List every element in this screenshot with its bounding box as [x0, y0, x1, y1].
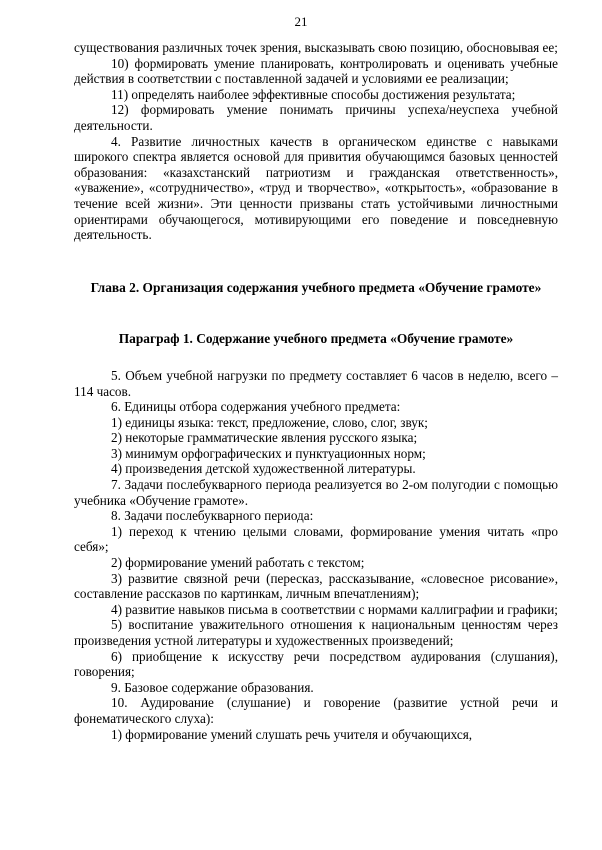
paragraph-8: 8. Задачи послебукварного периода:: [111, 508, 314, 524]
paragraph-7: 7. Задачи послебукварного периода реализуется во 2-ом полугодии с помощью учебника «Обучение грамоте».: [74, 477, 558, 508]
list-item: 11) определять наиболее эффективные способы достижения результата;: [111, 86, 516, 102]
document-body: [74, 40, 558, 742]
list-item: 2) формирование умений работать с текстом;: [111, 555, 365, 571]
list-item: 10) формировать умение планировать, контролировать и оценивать учебные действия в соответствии с поставленной задачей и условиями ее реализации;: [74, 55, 558, 87]
list-item: 2) некоторые грамматические явления русского языка;: [111, 430, 418, 446]
list-item: 3) минимум орфографических и пунктуационных норм;: [111, 445, 426, 461]
list-item: 4) развитие навыков письма в соответствии с нормами каллиграфии и графики;: [111, 601, 558, 617]
list-item: 3) развитие связной речи (пересказ, рассказывание, «словесное рисование», составление рассказов по картинкам, личным впечатлениям);: [74, 570, 558, 602]
list-item: 12) формировать умение понимать причины успеха/неуспеха учебной деятельности.: [74, 102, 558, 133]
list-item: 4) произведения детской художественной литературы.: [111, 461, 416, 477]
paragraph-9: 9. Базовое содержание образования.: [111, 679, 314, 695]
list-item: 5) воспитание уважительного отношения к национальным ценностям через произведения устной литературы и художественных произведений;: [74, 617, 558, 648]
paragraph-4: 4. Развитие личностных качеств в органическом единстве с навыками широкого спектра является основой для привития обучающимся базовых ценностей образования: «казахстанский патриотизм и гражданская ответственность», «уважение», «сотрудничество», «труд и творчество», «открытость», «образование в течение всей жизни». Эти ценности призваны стать устойчивыми личностными ориентирами обучающегося, мотивирующими его поведение и повседневную деятельность.: [74, 133, 558, 243]
paragraph-10: 10. Аудирование (слушание) и говорение (развитие устной речи и фонематического слуха):: [74, 695, 558, 726]
page-number: 21: [294, 14, 308, 29]
paragraph-6: 6. Единицы отбора содержания учебного предмета:: [111, 399, 401, 415]
paragraph-heading: Параграф 1. Содержание учебного предмета «Обучение грамоте»: [118, 331, 514, 347]
paragraph-5: 5. Объем учебной нагрузки по предмету составляет 6 часов в неделю, всего – 114 часов.: [74, 367, 558, 399]
list-item: 1) переход к чтению целыми словами, формирование умения читать «про себя»;: [74, 523, 558, 555]
chapter-heading: Глава 2. Организация содержания учебного предмета «Обучение грамоте»: [90, 279, 542, 295]
list-item: 1) формирование умений слушать речь учителя и обучающихся,: [111, 726, 473, 742]
list-item: 6) приобщение к искусству речи посредством аудирования (слушания), говорения;: [74, 648, 558, 680]
list-item: 1) единицы языка: текст, предложение, слово, слог, звук;: [111, 414, 428, 430]
text-continuation: существования различных точек зрения, высказывать свою позицию, обосновывая ее;: [74, 40, 558, 55]
